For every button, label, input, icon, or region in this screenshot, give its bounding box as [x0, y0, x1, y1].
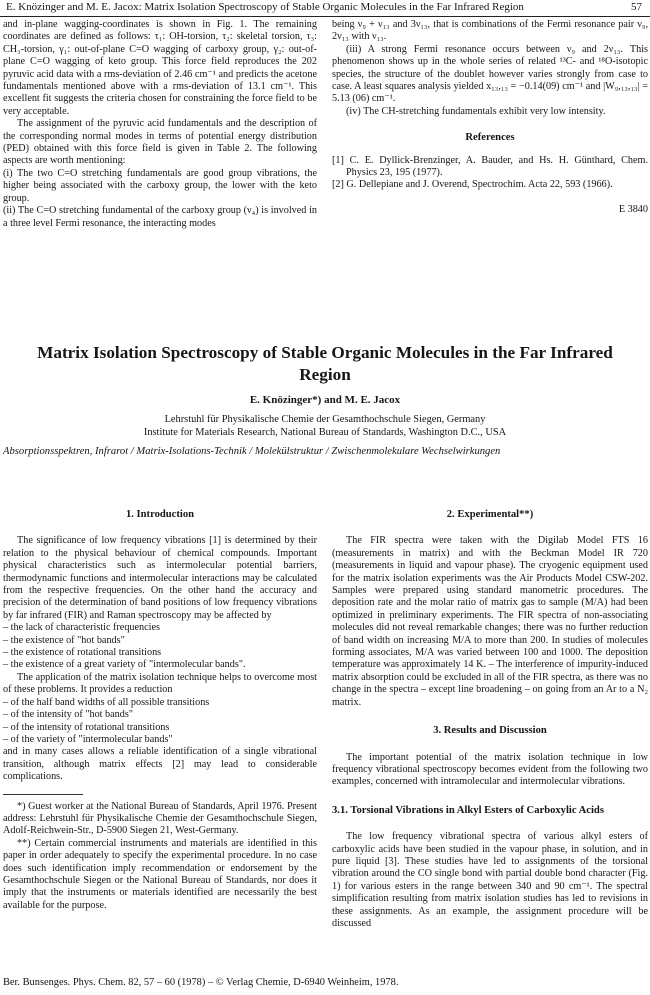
- affiliation: Institute for Materials Research, National Bureau of Standards, Washington D.C., USA: [143, 426, 507, 438]
- page-number: 57: [631, 1, 642, 13]
- footnote-divider: [3, 794, 83, 795]
- affiliation: Lehrstuhl für Physikalische Chemie der Gesamthochschule Siegen, Germany: [164, 414, 486, 425]
- references-heading: References: [465, 132, 515, 144]
- list-item: – the existence of a great variety of "intermolecular bands".: [3, 659, 246, 671]
- body-paragraph: The FIR spectra were taken with the Digilab Model FTS 16 (measurements in matrix) and with the Beckman Model IR 720 (measurements in liquid and vapour phase). The cryogenic equipment used for the matrix isolation experiments was the Air Products Model CSW-202. Samples were prepared using standard manometric procedures. The deposition rate and the molar ratio of matrix gas to sample (M/A) had been optimized in preliminary experiments. The FIR spectra of non-associating molecules did not reveal remarkable changes; there was no further reduction of band width on increasing M/A to more than 200. In studies of molecules forming associates, M/A was varied between 100 and 1000. The deposition temperature was approximately 14 K. – The interference of impurity-induced matrix absorption could be excluded in all of the FIR spectra, as there was no change in the spectra – except line broadening – on going from an Ar to a N₂ matrix.: [332, 535, 648, 708]
- list-item: – of the variety of "intermolecular bands": [3, 733, 173, 745]
- prev-article-left-column: [3, 19, 317, 230]
- article-authors: E. Knözinger*) and M. E. Jacox: [249, 394, 401, 406]
- article-left-column: [3, 509, 317, 912]
- journal-footer: Ber. Bunsenges. Phys. Chem. 82, 57 – 60 (1978) – © Verlag Chemie, D-6940 Weinheim, 1978.: [3, 977, 399, 988]
- list-item: – the existence of rotational transitions: [3, 647, 162, 659]
- subsection-heading: 3.1. Torsional Vibrations in Alkyl Esters of Carboxylic Acids: [332, 804, 604, 816]
- running-header: [0, 0, 650, 17]
- list-item: – of the half band widths of all possible transitions: [3, 696, 210, 708]
- prev-paragraph: and in-plane wagging-coordinates is shown in Fig. 1. The remaining coordinates are defined as follows: τ₁: OH-torsion, τ₂: skeletal torsion, τ₃: CH₃-torsion, γ₁: out-of-plane C=O wagging of carboxy group, γ₂: out-of-plane C=O wagging of keto group. This force field reproduces the 202 pyruvic acid data with a rms-deviation of 2.46 cm⁻¹ and predicts the acetone fundamentals mentioned above with a rms-deviation of 13.1 cm⁻¹. This excellent fit suggests the criteria chosen for constraining the force field to be very acceptable.: [3, 19, 317, 117]
- article-affiliations: [0, 414, 650, 439]
- running-title: E. Knözinger and M. E. Jacox: Matrix Isolation Spectroscopy of Stable Organic Molecules in the Far Infrared Region: [6, 1, 524, 13]
- body-paragraph: The significance of low frequency vibrations [1] is determined by their relation to the physical behaviour of chemical compounds. Important physical characteristics such as intermolecular potential barriers, thermodynamic functions and intermolecular interactions may be calculated from the respective frequencies. On the other hand the accuracy and precision of the determination of band positions of low frequency vibrations by far infrared (FIR) and Raman spectroscopy may be affected by: [3, 535, 317, 621]
- section-heading-introduction: 1. Introduction: [125, 509, 195, 520]
- footnote: **) Certain commercial instruments and materials are identified in this paper in order adequately to specify the experimental procedure. In no case does such identification imply recommendation or endorsement by the Gesamthochschule Siegen or the National Bureau of Standards, nor does it imply that the instruments or materials identified are necessarily the best available for the purpose.: [3, 837, 317, 911]
- prev-paragraph: The assignment of the pyruvic acid fundamentals and the description of the corresponding normal modes in terms of potential energy distribution (PED) obtained with this force field is given in Table 2. The following aspects are worth mentioning:: [3, 118, 317, 167]
- end-mark: E 3840: [618, 203, 648, 215]
- body-paragraph: The important potential of the matrix isolation technique in low frequency vibrational spectroscopy becomes evident from the following two examples, concerned with intramolecular and intermolecular vibrations.: [332, 751, 648, 788]
- body-paragraph: and in many cases allows a reliable identification of a single vibrational transition, although matrix effects [2] may lead to considerable complications.: [3, 746, 317, 783]
- prev-paragraph: (i) The two C=O stretching fundamentals are good group vibrations, the higher being associated with the carboxy group, the lower with the keto group.: [3, 167, 317, 204]
- prev-article-right-column: [332, 19, 648, 216]
- article-title: Matrix Isolation Spectroscopy of Stable Organic Molecules in the Far Infrared Region: [37, 343, 613, 384]
- section-heading-results: 3. Results and Discussion: [433, 725, 547, 737]
- section-heading-experimental: 2. Experimental**): [446, 509, 534, 520]
- prev-paragraph: (iv) The CH-stretching fundamentals exhibit very low intensity.: [346, 105, 606, 117]
- list-item: – the existence of "hot bands": [3, 634, 125, 646]
- list-item: – the lack of characteristic frequencies: [3, 622, 160, 634]
- body-paragraph: The application of the matrix isolation technique helps to overcome most of these problems. It provides a reduction: [3, 671, 317, 696]
- article-right-column: [332, 509, 648, 930]
- list-item: – of the intensity of "hot bands": [3, 709, 133, 721]
- reference-item: [2] G. Dellepiane and J. Overend, Spectrochim. Acta 22, 593 (1966).: [332, 179, 613, 191]
- prev-paragraph: (ii) The C=O stretching fundamental of the carboxy group (ν₄) is involved in a three level Fermi resonance, the interacting modes: [3, 205, 317, 229]
- body-paragraph: The low frequency vibrational spectra of various alkyl esters of carboxylic acids have been studied in the vapour phase, in solution, and in pure liquid [3]. These studies have led to assignments of the torsional vibration around the CO single bond with partial double bond character (Fig. 1) for various esters in the range between 340 and 90 cm⁻¹. The spectral simplification resulting from matrix isolation studies has led to revisions in these assignments. As an example, the assignment procedure will be discussed: [332, 831, 648, 929]
- reference-item: [1] C. E. Dyllick-Brenzinger, A. Bauder, and Hs. H. Günthard, Chem. Physics 23, 195 (1977).: [332, 154, 648, 179]
- keywords: Absorptionsspektren, Infrarot / Matrix-Isolations-Technik / Molekülstruktur / Zwischenmolekulare Wechselwirkungen: [3, 446, 501, 457]
- footnote: *) Guest worker at the National Bureau of Standards, April 1976. Present address: Lehrstuhl für Physikalische Chemie der Gesamthochschule Siegen, Adolf-Reichwein-Str., D-5900 Siegen 21, West-Germany.: [3, 800, 317, 837]
- list-item: – of the intensity of rotational transitions: [3, 721, 170, 733]
- prev-paragraph: being ν₉ + ν₁₃ and 3ν₁₃, that is combinations of the Fermi resonance pair ν₉, 2ν₁₃ with ν₁₃.: [332, 19, 648, 43]
- prev-paragraph: (iii) A strong Fermi resonance occurs between ν₉ and 2ν₁₃. This phenomenon shows up in the whole series of related ¹³C- and ¹⁸O-isotopic species, the structure of the doublet however varies strongly from case to case. A least squares analysis yielded x₁₃,₁₃ = −0.14(09) cm⁻¹ and |W₉,₁₃,₁₃| = 5.13 (06) cm⁻¹.: [332, 43, 648, 105]
